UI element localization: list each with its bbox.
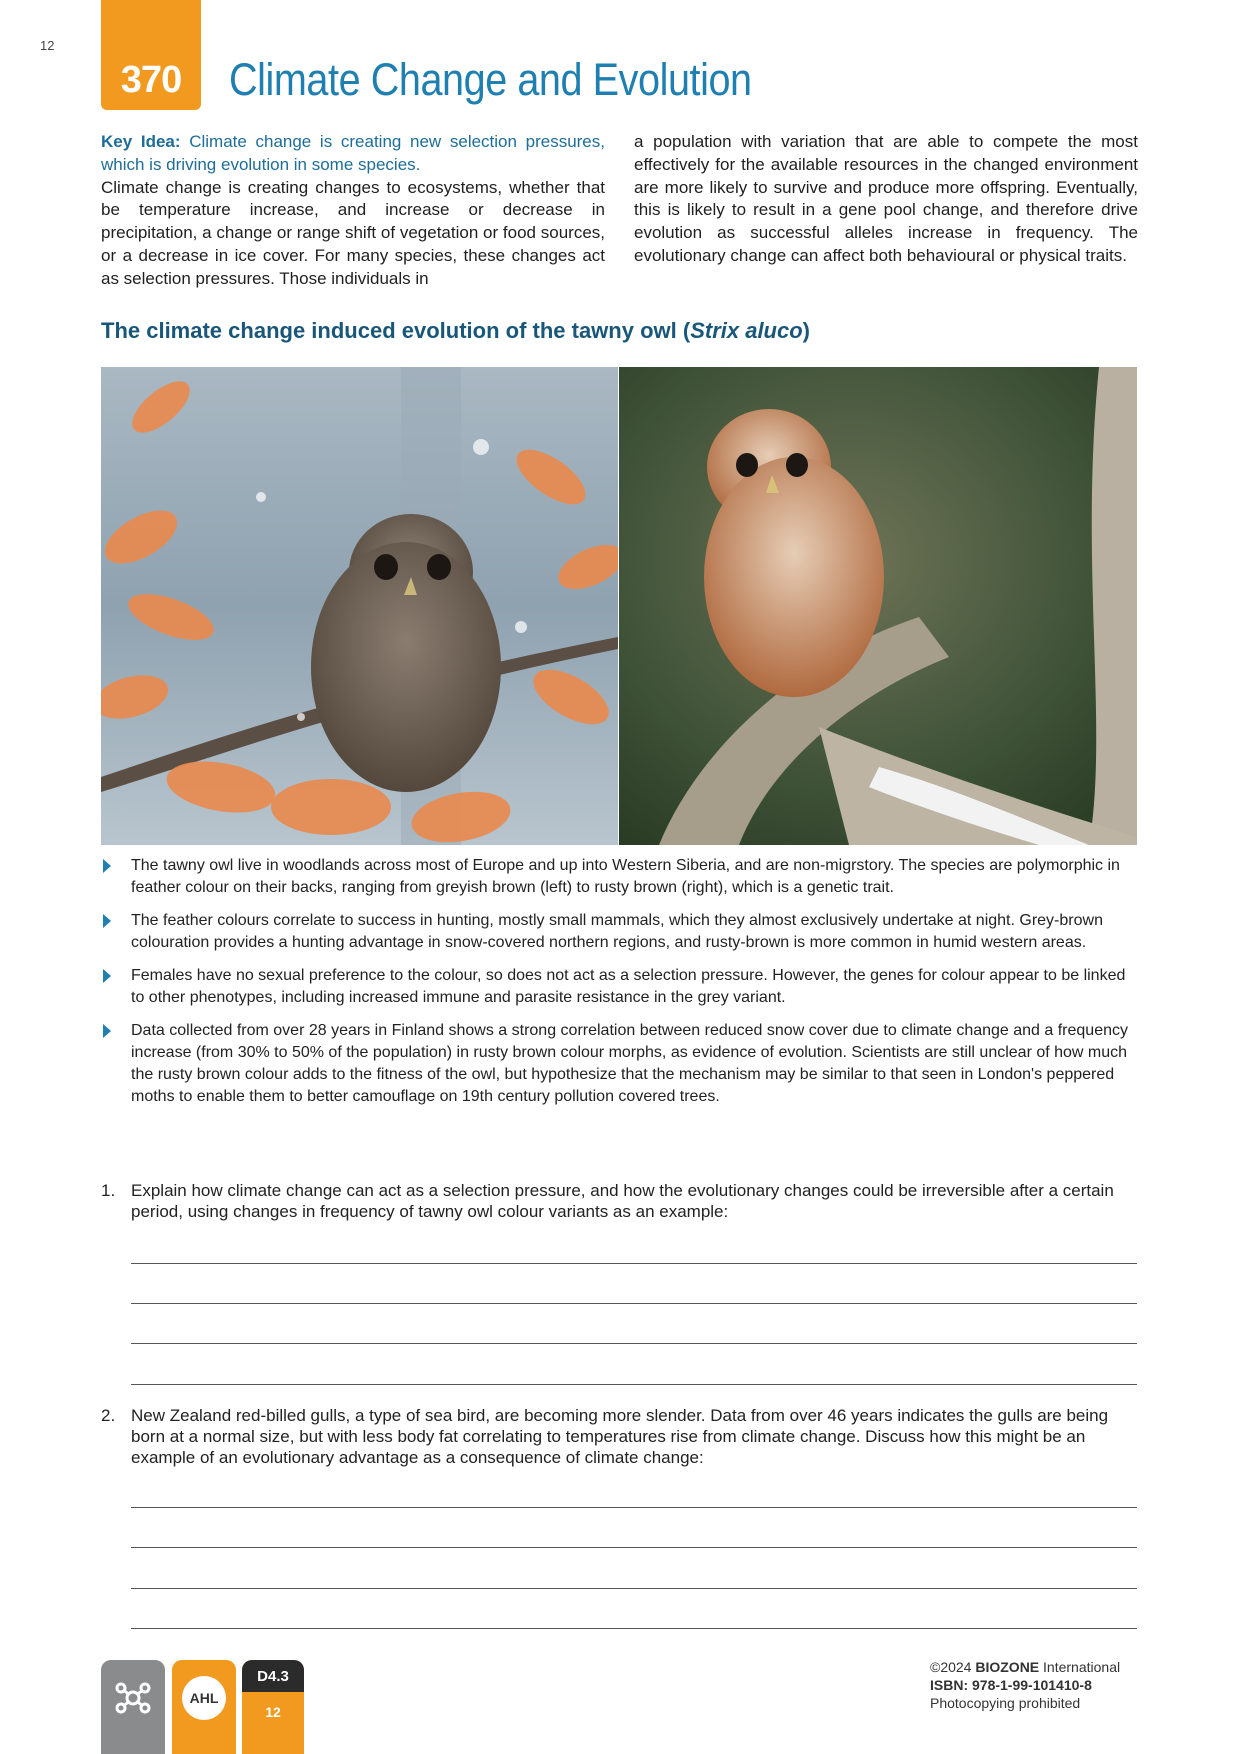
copyright-line [930, 1658, 1120, 1676]
question-body: Explain how climate change can act as a selection pressure, and how the evolutionary changes could be irreversible after a certain period, using changes in frequency of tawny owl colour variants as an example: [131, 1181, 1114, 1221]
key-idea-label: Key Idea: [101, 132, 181, 151]
copyright-suffix: International [1039, 1659, 1121, 1675]
answer-line[interactable] [131, 1343, 1137, 1344]
bullet-text: The tawny owl live in woodlands across most of Europe and up into Western Siberia, and are non-migrstory. The species are polymorphic in feather colour on their backs, ranging from greyish brown (left) to rusty brown (right), which is a genetic trait. [131, 857, 1120, 896]
molecule-network-icon [111, 1676, 155, 1720]
topic-code: D4.3 [242, 1660, 304, 1692]
answer-line[interactable] [131, 1263, 1137, 1264]
answer-line[interactable] [131, 1628, 1137, 1629]
bullet-list [101, 855, 1137, 1119]
question-body: New Zealand red-billed gulls, a type of sea bird, are becoming more slender. Data from over 46 years indicates the gulls are being born at a normal size, but with less body fat correlating to temperatures rise from climate change. Discuss how this might be an example of an evolutionary advantage as a consequence of climate change: [131, 1406, 1109, 1467]
copyright-prefix: ©2024 [930, 1659, 976, 1675]
bullet-item [101, 965, 1137, 1009]
isbn: ISBN: 978-1-99-101410-8 [930, 1677, 1092, 1693]
rusty-owl-illustration [619, 367, 1137, 845]
publisher-name: BIOZONE [975, 1659, 1040, 1675]
intro-right-text: a population with variation that are able to compete the most effectively for the available resources in the changed environment are more likely to survive and produce more offspring. Eventually, this is likely to result in a gene pool change, and therefore drive evolution as successful alleles increase in frequency. The evolutionary change can affect both behavioural or physical traits. [634, 132, 1138, 265]
question-1 [101, 1180, 1137, 1222]
level-tab [172, 1660, 236, 1754]
level-badge [182, 1676, 226, 1720]
footer-info [930, 1658, 1120, 1712]
bullet-text: Females have no sexual preference to the colour, so does not act as a selection pressure. However, the genes for colour appear to be linked to other phenotypes, including increased immune and parasite resistance in the grey variant. [131, 967, 1126, 1006]
question-text [101, 1405, 1137, 1468]
key-idea-text: Climate change is creating new selection pressures, which is driving evolution in some species. [101, 132, 605, 174]
answer-line[interactable] [131, 1384, 1137, 1385]
answer-line[interactable] [131, 1547, 1137, 1548]
intro-right-column [634, 131, 1138, 268]
question-2 [101, 1405, 1137, 1468]
rusty-brown-owl-photo [619, 367, 1137, 845]
question-number: 2. [101, 1406, 116, 1425]
activity-number-tab [101, 0, 201, 110]
bullet-item [101, 1020, 1137, 1108]
bullet-item [101, 910, 1137, 954]
bullet-arrow-icon [103, 859, 111, 873]
level-label: AHL [189, 1690, 219, 1706]
answer-line[interactable] [131, 1303, 1137, 1304]
grey-owl-illustration [101, 367, 618, 845]
bullet-item [101, 855, 1137, 899]
answer-line[interactable] [131, 1588, 1137, 1589]
topic-tab [242, 1660, 304, 1754]
question-text [101, 1180, 1137, 1222]
section-heading [101, 318, 810, 344]
bullet-arrow-icon [103, 969, 111, 983]
concept-tab [101, 1660, 165, 1754]
question-number: 1. [101, 1181, 116, 1200]
section-heading-suffix: ) [802, 318, 810, 343]
bullet-text: Data collected from over 28 years in Finland shows a strong correlation between reduced snow cover due to climate change and a frequency increase (from 30% to 50% of the population) in rusty brown colour morphs, as evidence of evolution. Scientists are still unclear of how much the rusty brown colour adds to the fitness of the owl, but hypothesize that the mechanism may be similar to that seen in London's peppered moths to enable them to better camouflage on 19th century pollution covered trees. [131, 1022, 1128, 1105]
section-heading-prefix: The climate change induced evolution of the tawny owl ( [101, 318, 691, 343]
grey-brown-owl-photo [101, 367, 618, 845]
intro-left-text: Climate change is creating changes to ecosystems, whether that be temperature increase, and increase or decrease in precipitation, a change or range shift of vegetation or food sources, or a decrease in ice cover. For many species, these changes act as selection pressures. Those individuals in [101, 177, 605, 288]
answer-line[interactable] [131, 1507, 1137, 1508]
page-title: Climate Change and Evolution [229, 54, 752, 105]
bullet-arrow-icon [103, 1024, 111, 1038]
page-number: 12 [40, 38, 55, 53]
topic-ref: 12 [265, 1704, 281, 1720]
bullet-arrow-icon [103, 914, 111, 928]
intro-left-column [101, 131, 605, 291]
bullet-text: The feather colours correlate to success in hunting, mostly small mammals, which they almost exclusively undertake at night. Grey-brown colouration provides a hunting advantage in snow-covered northern regions, and rusty-brown is more common in humid western areas. [131, 912, 1103, 951]
copy-notice: Photocopying prohibited [930, 1695, 1081, 1711]
activity-number: 370 [120, 59, 182, 101]
species-name: Strix aluco [690, 318, 803, 343]
